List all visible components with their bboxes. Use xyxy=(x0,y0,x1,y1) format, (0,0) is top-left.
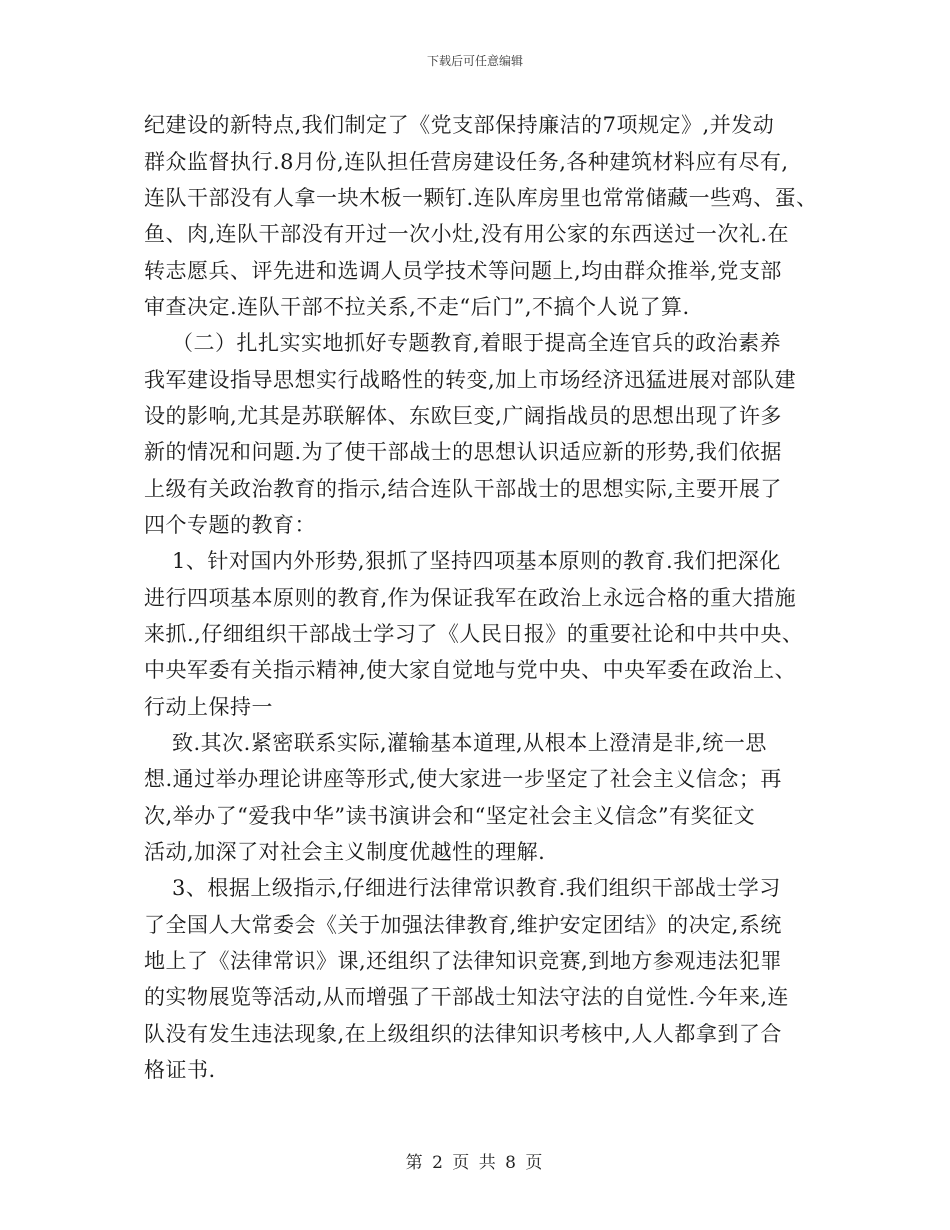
list-item-first-line: 3、根据上级指示,仔细进行法律常识教育.我们组织干部战士学习 xyxy=(172,876,781,900)
body-line: 设的影响,尤其是苏联解体、东欧巨变,广阔指战员的思想出现了许多 xyxy=(144,404,782,428)
body-line: 纪建设的新特点,我们制定了《党支部保持廉洁的7项规定》,并发动 xyxy=(144,113,775,137)
body-line: 致.其次.紧密联系实际,灌输基本道理,从根本上澄清是非,统一思 xyxy=(172,731,767,755)
body-line: 来抓.,仔细组织干部战士学习了《人民日报》的重要社论和中共中央、 xyxy=(144,622,804,646)
page-footer: 第 2 页 共 8 页 xyxy=(405,1153,545,1173)
body-line: 转志愿兵、评先进和选调人员学技术等问题上,均由群众推举,党支部 xyxy=(144,259,782,283)
body-line: 审查决定.连队干部不拉关系,不走“后门”,不搞个人说了算. xyxy=(144,295,690,319)
body-line: 连队干部没有人拿一块木板一颗钉.连队库房里也常常储藏一些鸡、蛋、 xyxy=(144,186,818,210)
body-line: 行动上保持一 xyxy=(144,695,273,719)
body-line: 新的情况和问题.为了使干部战士的思想认识适应新的形势,我们依据 xyxy=(144,440,782,464)
body-line: 活动,加深了对社会主义制度优越性的理解. xyxy=(144,840,546,864)
body-line: 地上了《法律常识》课,还组织了法律知识竞赛,到地方参观违法犯罪 xyxy=(144,949,782,973)
body-line: 了全国人大常委会《关于加强法律教育,维护安定团结》的决定,系统 xyxy=(144,913,782,937)
body-line: 鱼、肉,连队干部没有开过一次小灶,没有用公家的东西送过一次礼.在 xyxy=(144,222,790,246)
body-line: 队没有发生违法现象,在上级组织的法律知识考核中,人人都拿到了合 xyxy=(144,1022,782,1046)
list-item-first-line: 1、针对国内外形势,狠抓了坚持四项基本原则的教育.我们把深化 xyxy=(172,549,781,573)
page-header: 下载后可任意编辑 xyxy=(426,54,523,68)
body-line: 想.通过举办理论讲座等形式,使大家进一步坚定了社会主义信念；再 xyxy=(144,767,782,791)
body-line: 四个专题的教育： xyxy=(144,513,316,537)
body-line: 我军建设指导思想实行战略性的转变,加上市场经济迅猛进展对部队建 xyxy=(144,368,797,392)
section-heading: （二）扎扎实实地抓好专题教育,着眼于提高全连官兵的政治素养 xyxy=(172,331,782,355)
body-line: 群众监督执行.8月份,连队担任营房建设任务,各种建筑材料应有尽有, xyxy=(144,150,789,174)
body-line: 上级有关政治教育的指示,结合连队干部战士的思想实际,主要开展了 xyxy=(144,477,782,501)
body-line: 中央军委有关指示精神,使大家自觉地与党中央、中央军委在政治上、 xyxy=(144,658,797,682)
body-line: 的实物展览等活动,从而增强了干部战士知法守法的自觉性.今年来,连 xyxy=(144,985,790,1009)
body-line: 格证书. xyxy=(144,1058,216,1082)
body-line: 进行四项基本原则的教育,作为保证我军在政治上永远合格的重大措施 xyxy=(144,586,797,610)
body-line: 次,举办了“爱我中华”读书演讲会和“坚定社会主义信念”有奖征文 xyxy=(144,804,756,828)
